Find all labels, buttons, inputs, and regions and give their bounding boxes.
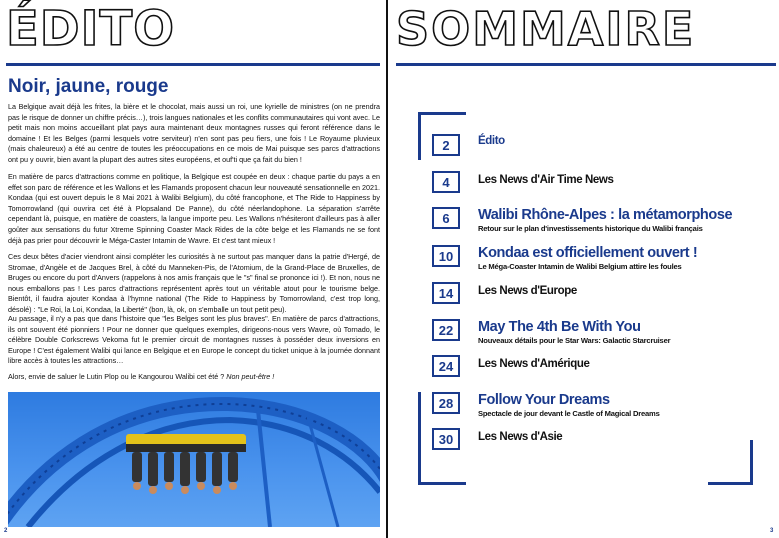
toc-item[interactable] [432,319,670,345]
toc-title: Les News d'Air Time News [478,174,614,186]
toc-page-number: 4 [432,171,460,193]
toc-subtitle: Le Méga-Coaster Intamin de Walibi Belgium attire les foules [478,262,682,271]
toc-item[interactable] [432,171,613,193]
frame-corner-top [418,112,466,115]
edito-closing [8,372,380,383]
toc-page-number: 6 [432,207,460,229]
toc-subtitle: Nouveaux détails pour le Star Wars: Galactic Starcruiser [478,336,671,345]
toc-title: Édito [478,135,505,147]
closing-text: Alors, envie de saluer le Lutin Plop ou le Kangourou Walibi cet été ? [8,372,227,381]
toc-title: Les News d'Asie [478,431,563,443]
toc-item[interactable] [432,134,505,156]
frame-corner-bottom [418,482,466,485]
toc-title: Walibi Rhône-Alpes : la métamorphose [478,207,733,223]
toc-item[interactable] [432,392,660,418]
toc-item[interactable] [432,355,589,377]
edito-page [0,0,384,538]
toc-item[interactable] [432,282,577,304]
roller-coaster-photo [8,392,380,527]
toc-subtitle: Spectacle de jour devant le Castle of Magical Dreams [478,409,660,418]
edito-paragraph-4: Au passage, il n'y a pas que dans l'histoire que "les Belges sont les plus braves". En matière de parcs d'attractions, ils ont souvent été pionniers ! Pour ne donner que quelques exemples, dirigeons-nous vers Wavre, où Tornado, le célèbre Double Corkscrews Vekoma fut le premier circuit de montagnes russes à posséder deux inversions en Europe ! C'est également Walibi qui lance en Belgique et en Europe le concept du ticket unique à la journée donnant libre accès à toutes les attractions… [8,314,380,366]
toc-title: Follow Your Dreams [478,392,610,408]
toc-title: Les News d'Amérique [478,358,590,370]
toc-page-number: 30 [432,428,460,450]
toc-title: Les News d'Europe [478,285,577,297]
frame-corner-left [418,112,421,160]
coaster-illustration [8,392,380,527]
toc-item[interactable] [432,245,697,271]
edito-paragraph-3: Ces deux bêtes d'acier viendront ainsi compléter les curiosités à ne surtout pas manquer dans la patrie d'Hergé, de Stromae, d'Angèle et de Jacques Brel, à côté du Manneken-Pis, de l'Atomium, de la Grand-Place de Bruxelles, de Bruges ou encore du port d'Anvers (rappelons à nos amis français que le "s" final se prononce ici !). Et non, nous ne nous emballons pas ! Les parcs d'attractions représentent après tout un véritable atout pour le tourisme belge. Bientôt, il faudra ajouter Kondaa à l'hymne national (The Ride to Happiness by Tomorrowland, c'est trop long, désolé) : "Le Roi, la Loi, Kondaa, la Liberté" (bon, là, ok, on s'emballe un tout petit peu). [8,252,380,314]
closing-italic: Non peut-être ! [226,372,275,381]
edito-headline: Noir, jaune, rouge [8,76,169,97]
toc-page-number: 24 [432,355,460,377]
toc-item[interactable] [432,207,732,233]
right-page-number: 3 [770,528,774,534]
edito-title: ÉDITO [6,1,176,57]
toc-title: May The 4th Be With You [478,319,641,335]
sommaire-title: SOMMAIRE [396,2,696,56]
sommaire-page [390,0,779,538]
toc-page-number: 22 [432,319,460,341]
toc-page-number: 28 [432,392,460,414]
edito-paragraph-1: La Belgique avait déjà les frites, la bière et le chocolat, mais aussi un roi, une kyrielle de ministres (on ne prendra pas le risque de donner un chiffre précis…), trois langues nationales et les conflits communautaires qui vont avec. Le petit mais non moins accueillant plat pays aura maintenant deux montagnes russes qui feront référence dans le domaine ! Et les Belges (parmi lesquels votre serviteur) n'en sont pas peu fiers, une fois ! Le Royaume pluvieux (mais chaleureux) a été au centre de toutes les préoccupations en ce mois de Mai puisque ses parcs d'attractions ont pu y ouvrir, bien avant la plupart des autres sites européens, et ouf'ti que ça fait du bien ! [8,102,380,164]
title-rule [6,63,380,66]
toc-title: Kondaa est officiellement ouvert ! [478,245,698,261]
toc-page-number: 2 [432,134,460,156]
sommaire-rule [396,63,776,66]
left-page-number: 2 [4,528,8,534]
edito-paragraph-2: En matière de parcs d'attractions comme en politique, la Belgique est coupée en deux : chaque partie du pays a en effet son parc de référence et les Wallons et les Flamands proposent chacun leur nouveauté sensationnelle en 2021. Kondaa (qui est ouvert depuis le 8 Mai 2021 à Walibi Belgium), du côté francophone, et The Ride to Happiness by Tomorrowland (qui ouvrira cet été à Plopsaland De Panne), du côté néerlandophone. La séparation s'arrête cependant là, puisque, en matière de coasters, la langue importe peu. Les Wallons n'hésiteront d'ailleurs pas à aller goûter aux sensations du futur Xtreme Spinning Coaster Mack Rides de la côte belge et les Flamands ne se font déjà pas prier pour découvrir le Méga-Caster Intamin de Wavre. Et c'est tant mieux ! [8,172,380,245]
toc-subtitle: Retour sur le plan d'investissements historique du Walibi français [478,224,703,233]
frame-corner-right [750,440,753,485]
toc-page-number: 14 [432,282,460,304]
page-divider [386,0,388,538]
toc-page-number: 10 [432,245,460,267]
frame-corner-bottom-left [418,392,421,483]
frame-corner-bottom-right [708,482,753,485]
toc-item[interactable] [432,428,562,450]
